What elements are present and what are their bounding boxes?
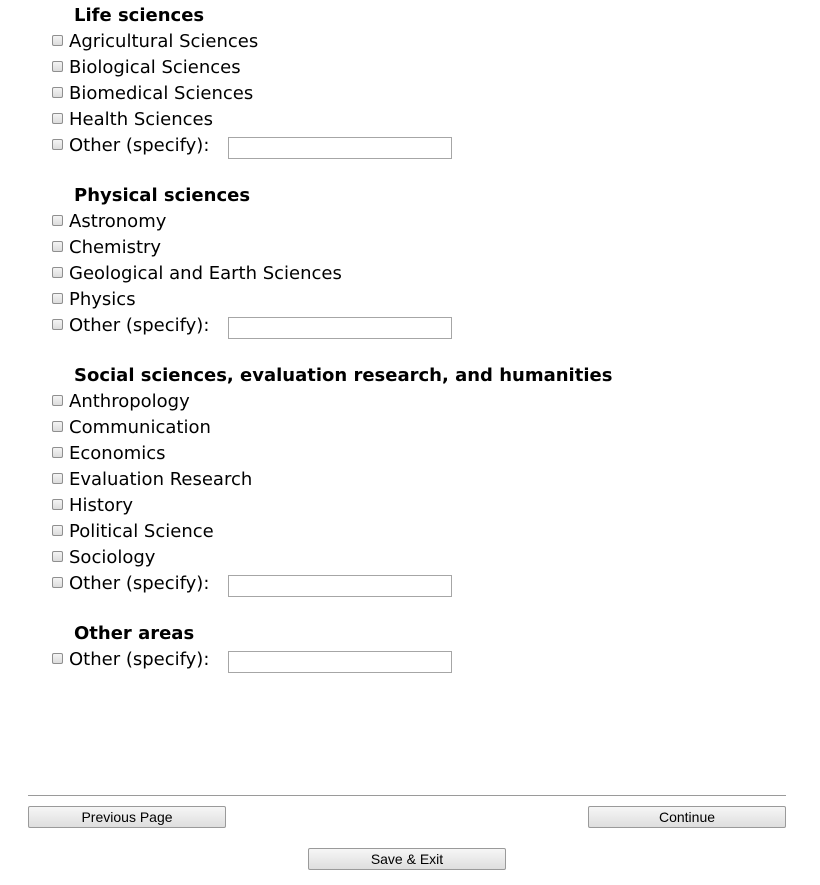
social-other-specify-input[interactable]	[228, 575, 452, 597]
checkbox-communication[interactable]	[52, 421, 63, 432]
previous-page-button[interactable]: Previous Page	[28, 806, 226, 828]
option-label: Evaluation Research	[69, 469, 253, 490]
option-astronomy[interactable]	[52, 210, 166, 234]
option-anthropology[interactable]	[52, 390, 190, 414]
checkbox-astronomy[interactable]	[52, 215, 63, 226]
option-biological-sciences[interactable]	[52, 56, 241, 80]
checkbox-physics[interactable]	[52, 293, 63, 304]
option-label: Political Science	[69, 521, 214, 542]
option-label: Agricultural Sciences	[69, 31, 259, 52]
checkbox-history[interactable]	[52, 499, 63, 510]
section-title-social-sciences: Social sciences, evaluation research, and humanities	[74, 365, 613, 386]
option-label: Biological Sciences	[69, 57, 241, 78]
physical-other-specify-input[interactable]	[228, 317, 452, 339]
option-label: Economics	[69, 443, 166, 464]
option-label: Other (specify):	[69, 573, 210, 594]
option-other-areas-other[interactable]	[52, 648, 209, 672]
option-political-science[interactable]	[52, 520, 214, 544]
option-social-other[interactable]	[52, 572, 209, 596]
option-label: Geological and Earth Sciences	[69, 263, 342, 284]
checkbox-economics[interactable]	[52, 447, 63, 458]
checkbox-anthropology[interactable]	[52, 395, 63, 406]
option-economics[interactable]	[52, 442, 166, 466]
checkbox-physical-other[interactable]	[52, 319, 63, 330]
option-history[interactable]	[52, 494, 133, 518]
checkbox-health-sciences[interactable]	[52, 113, 63, 124]
checkbox-sociology[interactable]	[52, 551, 63, 562]
option-chemistry[interactable]	[52, 236, 161, 260]
checkbox-geological-earth-sciences[interactable]	[52, 267, 63, 278]
option-geological-earth-sciences[interactable]	[52, 262, 342, 286]
option-evaluation-research[interactable]	[52, 468, 252, 492]
option-life-other[interactable]	[52, 134, 209, 158]
checkbox-social-other[interactable]	[52, 577, 63, 588]
checkbox-agricultural-sciences[interactable]	[52, 35, 63, 46]
option-label: Anthropology	[69, 391, 190, 412]
option-communication[interactable]	[52, 416, 211, 440]
option-label: History	[69, 495, 134, 516]
option-agricultural-sciences[interactable]	[52, 30, 258, 54]
option-label: Other (specify):	[69, 315, 210, 336]
footer-divider	[28, 795, 786, 796]
option-label: Other (specify):	[69, 135, 210, 156]
option-label: Astronomy	[69, 211, 167, 232]
option-health-sciences[interactable]	[52, 108, 213, 132]
option-physical-other[interactable]	[52, 314, 209, 338]
checkbox-life-other[interactable]	[52, 139, 63, 150]
option-label: Chemistry	[69, 237, 162, 258]
option-sociology[interactable]	[52, 546, 155, 570]
continue-button[interactable]: Continue	[588, 806, 786, 828]
option-label: Physics	[69, 289, 136, 310]
option-label: Communication	[69, 417, 211, 438]
checkbox-evaluation-research[interactable]	[52, 473, 63, 484]
option-label: Biomedical Sciences	[69, 83, 254, 104]
save-exit-button[interactable]: Save & Exit	[308, 848, 506, 870]
checkbox-biomedical-sciences[interactable]	[52, 87, 63, 98]
option-label: Other (specify):	[69, 649, 210, 670]
checkbox-chemistry[interactable]	[52, 241, 63, 252]
section-title-physical-sciences: Physical sciences	[74, 185, 251, 206]
life-other-specify-input[interactable]	[228, 137, 452, 159]
option-label: Sociology	[69, 547, 156, 568]
option-physics[interactable]	[52, 288, 136, 312]
other-areas-specify-input[interactable]	[228, 651, 452, 673]
checkbox-biological-sciences[interactable]	[52, 61, 63, 72]
option-label: Health Sciences	[69, 109, 213, 130]
checkbox-other-areas-other[interactable]	[52, 653, 63, 664]
section-title-life-sciences: Life sciences	[74, 5, 205, 26]
section-title-other-areas: Other areas	[74, 623, 195, 644]
option-biomedical-sciences[interactable]	[52, 82, 253, 106]
checkbox-political-science[interactable]	[52, 525, 63, 536]
